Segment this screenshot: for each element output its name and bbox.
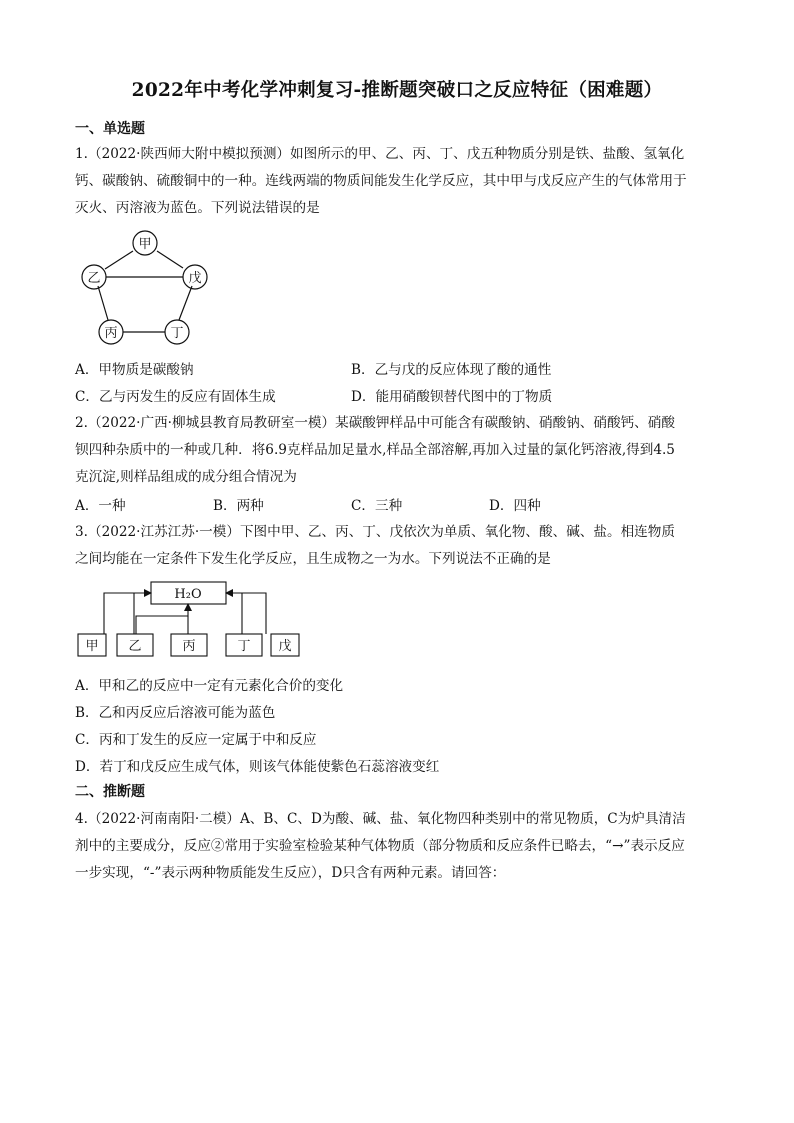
q1-pentagon-diagram xyxy=(76,228,216,348)
edge-jia-wu xyxy=(157,251,183,268)
q3-option-b[interactable]: B．乙和丙反应后溶液可能为蓝色 xyxy=(75,705,276,721)
q2-option-c[interactable]: C．三种 xyxy=(351,498,403,514)
box-label-wu: 戊 xyxy=(278,639,292,654)
q1-option-c[interactable]: C．乙与丙发生的反应有固体生成 xyxy=(75,389,276,405)
q3-text-line-1: 3.（2022·江苏江苏·一模）下图中甲、乙、丙、丁、戊依次为单质、氧化物、酸、碱、盐。相连物质 xyxy=(75,524,675,540)
section-heading-inference: 二、推断题 xyxy=(75,784,145,800)
node-label-ding: 丁 xyxy=(170,326,184,341)
box-label-bing: 丙 xyxy=(182,639,196,654)
q1-text-line-1: 1.（2022·陕西师大附中模拟预测）如图所示的甲、乙、丙、丁、戊五种物质分别是铁、盐酸、氢氧化 xyxy=(75,146,685,162)
q4-text-line-3: 一步实现，“-”表示两种物质能发生反应），D只含有两种元素。请回答： xyxy=(75,865,506,881)
q1-option-b[interactable]: B．乙与戊的反应体现了酸的通性 xyxy=(351,362,552,378)
arrow-yi-bing-to-h2o xyxy=(136,604,188,634)
section-heading-single-choice: 一、单选题 xyxy=(75,121,145,137)
q1-text-line-2: 钙、碳酸钠、硫酸铜中的一种。连线两端的物质间能发生化学反应，其中甲与戊反应产生的气体常用于 xyxy=(75,173,687,189)
arrow-jia-yi-to-h2o xyxy=(104,593,151,634)
box-label-yi: 乙 xyxy=(128,639,142,654)
edge-yi-bing xyxy=(98,286,108,320)
q1-text-line-3: 灭火、丙溶液为蓝色。下列说法错误的是 xyxy=(75,200,320,216)
q2-option-b[interactable]: B．两种 xyxy=(213,498,264,514)
node-label-bing: 丙 xyxy=(104,326,118,341)
node-label-wu: 戊 xyxy=(188,271,202,286)
box-label-ding: 丁 xyxy=(237,639,251,654)
arrow-ding-wu-to-h2o xyxy=(226,593,266,634)
q3-water-reaction-diagram xyxy=(76,578,306,660)
q2-option-a[interactable]: A．一种 xyxy=(75,498,126,514)
q3-text-line-2: 之间均能在一定条件下发生化学反应，且生成物之一为水。下列说法不正确的是 xyxy=(75,551,551,567)
q2-option-d[interactable]: D．四种 xyxy=(489,498,541,514)
q2-text-line-3: 克沉淀,则样品组成的成分组合情况为 xyxy=(75,469,297,485)
q3-option-d[interactable]: D．若丁和戊反应生成气体，则该气体能使紫色石蕊溶液变红 xyxy=(75,759,440,775)
q2-text-line-2: 钡四种杂质中的一种或几种．将6.9克样品加足量水,样品全部溶解,再加入过量的氯化钙溶液,得到4.5 xyxy=(75,442,675,458)
h2o-label: H₂O xyxy=(174,587,202,602)
node-label-yi: 乙 xyxy=(87,271,101,286)
page-title: 2022年中考化学冲刺复习-推断题突破口之反应特征（困难题） xyxy=(131,80,663,101)
q3-option-c[interactable]: C．丙和丁发生的反应一定属于中和反应 xyxy=(75,732,317,748)
q2-text-line-1: 2.（2022·广西·柳城县教育局教研室一模）某碳酸钾样品中可能含有碳酸钠、硝酸钠、硝酸钙、硝酸 xyxy=(75,415,675,431)
q3-option-a[interactable]: A．甲和乙的反应中一定有元素化合价的变化 xyxy=(75,678,344,694)
edge-jia-yi xyxy=(105,251,133,269)
edge-wu-ding xyxy=(179,286,192,320)
q1-option-d[interactable]: D．能用硝酸钡替代图中的丁物质 xyxy=(351,389,553,405)
node-label-jia: 甲 xyxy=(138,237,152,252)
q1-option-a[interactable]: A．甲物质是碳酸钠 xyxy=(75,362,194,378)
box-label-jia: 甲 xyxy=(85,639,99,654)
q4-text-line-2: 剂中的主要成分，反应②常用于实验室检验某种气体物质（部分物质和反应条件已略去，“→”表示反应 xyxy=(75,838,685,854)
q4-text-line-1: 4.（2022·河南南阳·二模）A、B、C、D为酸、碱、盐、氧化物四种类别中的常见物质，C为炉具清洁 xyxy=(75,811,686,827)
